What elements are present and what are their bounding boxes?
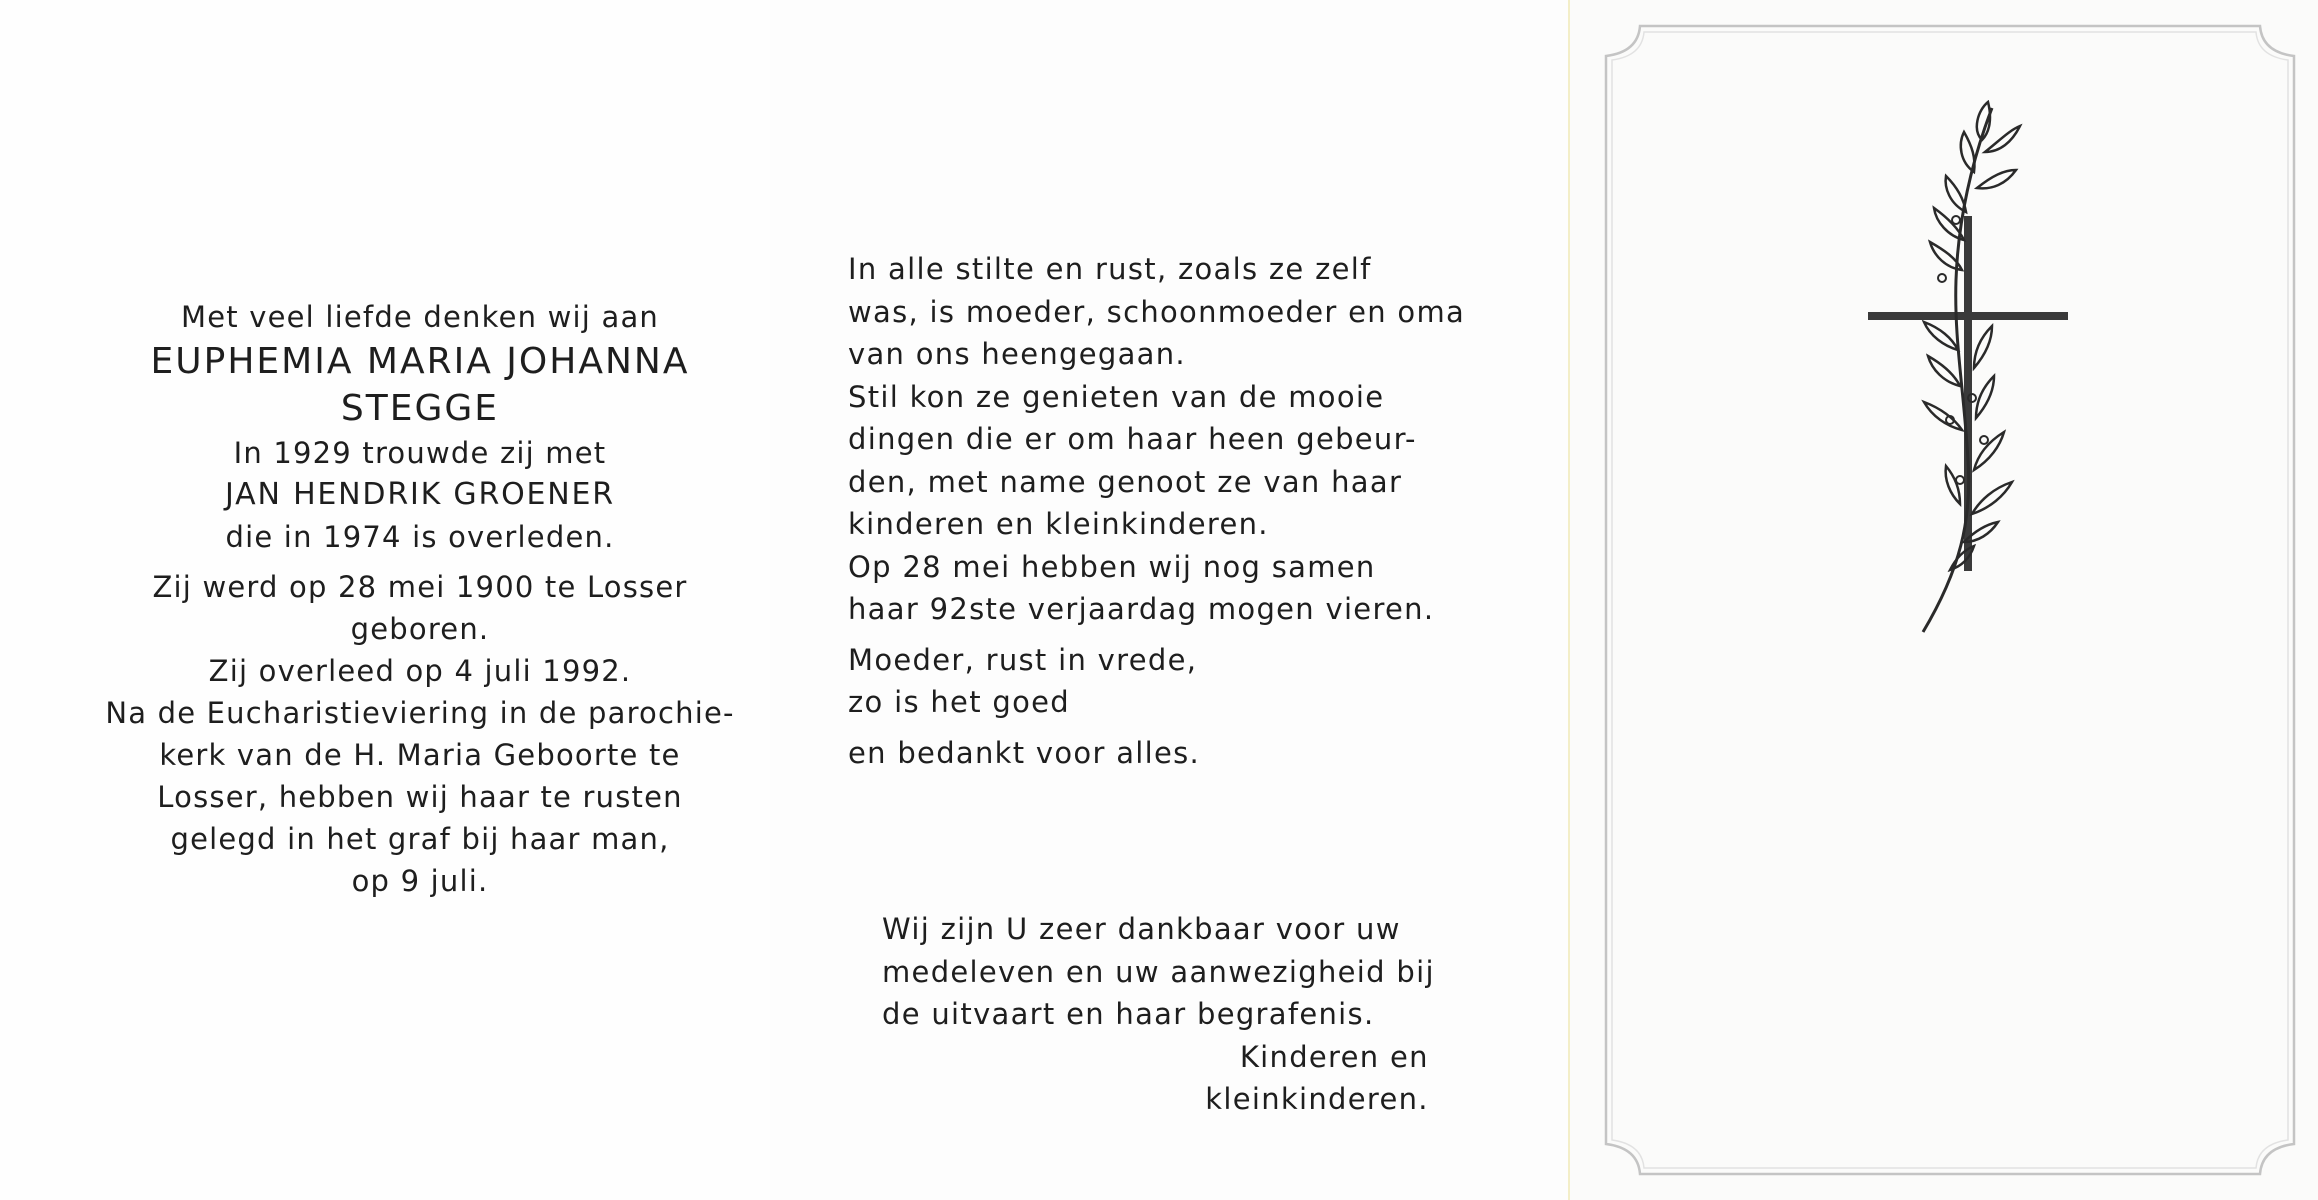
- memorial-line: van ons heengegaan.: [848, 337, 1186, 371]
- born-line-1: Zij werd op 28 mei 1900 te Losser: [152, 570, 688, 604]
- thanks-text: [882, 908, 1435, 1121]
- deceased-name-line-1: EUPHEMIA MARIA JOHANNA: [150, 341, 690, 382]
- deceased-name-line-2: STEGGE: [340, 388, 500, 429]
- memorial-line: Stil kon ze genieten van de mooie: [848, 379, 1385, 414]
- farewell-line: en bedankt voor alles.: [848, 735, 1201, 770]
- died-line: Zij overleed op 4 juli 1992.: [208, 654, 632, 688]
- memorial-line: In alle stilte en rust, zoals ze zelf: [848, 252, 1372, 286]
- thanks-line: Wij zijn U zeer dankbaar voor uw: [882, 912, 1401, 946]
- memorial-line: was, is moeder, schoonmoeder en oma: [848, 294, 1466, 329]
- burial-line: Losser, hebben wij haar te rusten: [157, 780, 683, 814]
- intro-line: Met veel liefde denken wij aan: [180, 300, 659, 334]
- cross-with-olive-branch-icon: [1860, 100, 2090, 640]
- thanks-line: de uitvaart en haar begrafenis.: [882, 997, 1375, 1031]
- memorial-line: kinderen en kleinkinderen.: [848, 507, 1269, 541]
- thanks-line: medeleven en uw aanwezigheid bij: [882, 954, 1435, 989]
- card-panel-left: [0, 0, 770, 1200]
- obituary-text: [60, 296, 780, 902]
- husband-name: JAN HENDRIK GROENER: [225, 477, 615, 512]
- farewell-line: Moeder, rust in vrede,: [848, 642, 1198, 677]
- farewell-line: zo is het goed: [848, 685, 1070, 719]
- born-line-2: geboren.: [350, 612, 490, 646]
- burial-line: Na de Eucharistieviering in de parochie-: [105, 696, 735, 730]
- married-line: In 1929 trouwde zij met: [233, 436, 607, 470]
- burial-line: gelegd in het graf bij haar man,: [170, 822, 670, 856]
- memorial-line: haar 92ste verjaardag mogen vieren.: [848, 592, 1435, 626]
- signature-line: kleinkinderen.: [1205, 1082, 1429, 1116]
- burial-line: op 9 juli.: [351, 864, 489, 898]
- burial-line: kerk van de H. Maria Geboorte te: [159, 738, 681, 772]
- memorial-line: Op 28 mei hebben wij nog samen: [848, 549, 1376, 584]
- memorial-text: [848, 248, 1465, 774]
- signature-line: Kinderen en: [1239, 1039, 1429, 1074]
- memorial-line: dingen die er om haar heen gebeur-: [848, 422, 1417, 456]
- memorial-line: den, met name genoot ze van haar: [848, 464, 1403, 499]
- husband-died-line: die in 1974 is overleden.: [225, 520, 615, 554]
